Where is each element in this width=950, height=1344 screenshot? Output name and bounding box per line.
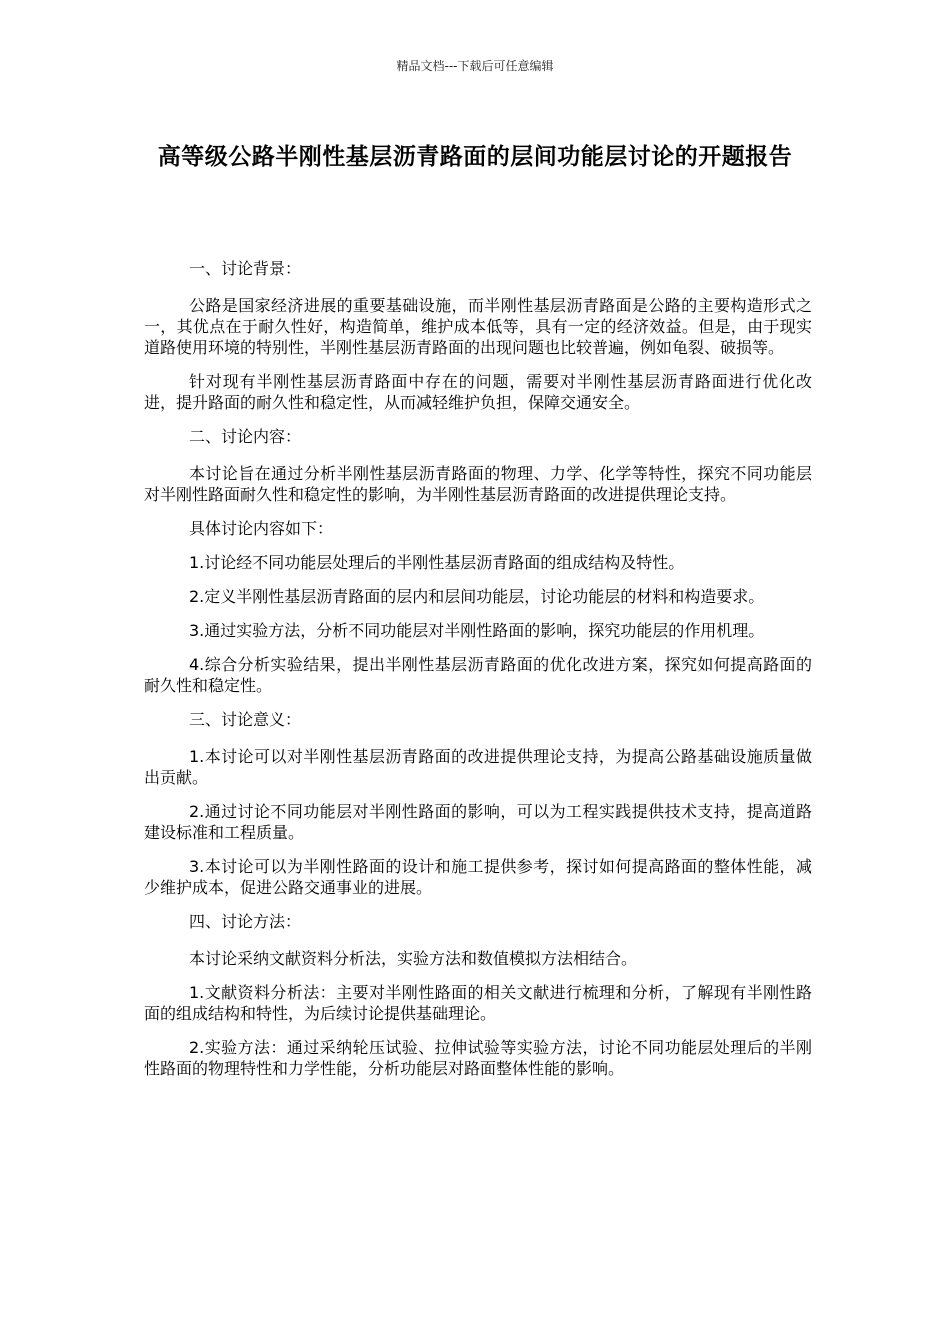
section-heading: 三、讨论意义： (189, 710, 302, 729)
paragraph: 本讨论采纳文献资料分析法，实验方法和数值模拟方法相结合。 (189, 949, 638, 968)
list-item: 1.讨论经不同功能层处理后的半刚性基层沥青路面的组成结构及特性。 (189, 553, 685, 572)
header-note: 精品文档---下载后可任意编辑 (396, 59, 554, 73)
list-item: 2.定义半刚性基层沥青路面的层内和层间功能层，讨论功能层的材料和构造要求。 (189, 587, 765, 606)
list-item: 1.文献资料分析法：主要对半刚性路面的相关文献进行梳理和分析，了解现有半刚性路面的组成结构和特性，为后续讨论提供基础理论。 (144, 983, 812, 1023)
paragraph: 针对现有半刚性基层沥青路面中存在的问题，需要对半刚性基层沥青路面进行优化改进，提升路面的耐久性和稳定性，从而减轻维护负担，保障交通安全。 (144, 372, 812, 412)
paragraph: 公路是国家经济进展的重要基础设施，而半刚性基层沥青路面是公路的主要构造形式之一，其优点在于耐久性好，构造简单，维护成本低等，具有一定的经济效益。但是，由于现实道路使用环境的特别性，半刚性基层沥青路面的出现问题也比较普遍，例如龟裂、破损等。 (144, 296, 812, 357)
list-item: 4.综合分析实验结果，提出半刚性基层沥青路面的优化改进方案，探究如何提高路面的耐久性和稳定性。 (144, 655, 812, 695)
list-item: 3.通过实验方法，分析不同功能层对半刚性路面的影响，探究功能层的作用机理。 (189, 621, 765, 640)
list-item: 2.通过讨论不同功能层对半刚性路面的影响，可以为工程实践提供技术支持，提高道路建设标准和工程质量。 (144, 802, 812, 842)
list-item: 2.实验方法：通过采纳轮压试验、拉伸试验等实验方法，讨论不同功能层处理后的半刚性路面的物理特性和力学性能，分析功能层对路面整体性能的影响。 (144, 1038, 812, 1078)
list-item: 3.本讨论可以为半刚性路面的设计和施工提供参考，探讨如何提高路面的整体性能，减少维护成本，促进公路交通事业的进展。 (144, 857, 812, 897)
paragraph: 本讨论旨在通过分析半刚性基层沥青路面的物理、力学、化学等特性，探究不同功能层对半刚性路面耐久性和稳定性的影响，为半刚性基层沥青路面的改进提供理论支持。 (144, 464, 812, 504)
section-heading: 二、讨论内容： (189, 427, 302, 446)
paragraph: 具体讨论内容如下： (189, 519, 334, 538)
document-body (144, 258, 812, 1092)
document-title: 高等级公路半刚性基层沥青路面的层间功能层讨论的开题报告 (157, 144, 793, 170)
list-item: 1.本讨论可以对半刚性基层沥青路面的改进提供理论支持，为提高公路基础设施质量做出贡献。 (144, 747, 812, 787)
section-heading: 四、讨论方法： (189, 912, 302, 931)
section-heading: 一、讨论背景： (189, 259, 302, 278)
